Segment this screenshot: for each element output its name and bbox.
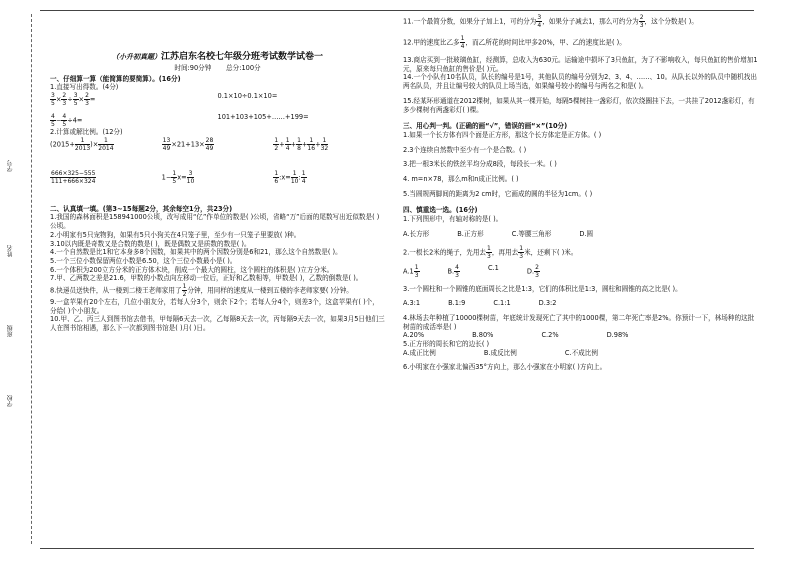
fill-item-1: 1.我国的森林面积是158941000公顷，改写成用“亿”作单位的数是( )公顷，省略“万”后面的尾数写出近似数是( )公顷。 xyxy=(50,213,380,231)
fill-item-4: 4.一个自然数是比1和它本身多8个因数，如果其中的两个因数分别是6和21，那么这个自然数是( )。 xyxy=(50,248,342,257)
choice-4-options xyxy=(403,331,758,340)
exam-title-text: 江苏启东名校七年级分班考试数学试卷一 xyxy=(160,52,323,62)
choice-4-option-a: A.20% xyxy=(403,331,425,340)
choice-5-options xyxy=(403,349,758,358)
choice-5-option-b: B.成反比例 xyxy=(483,348,517,357)
school-label: 学校 xyxy=(7,395,14,407)
fill-item-3: 3.10以内既是奇数又是合数的数是( )，既是偶数又是质数的数是( )。 xyxy=(50,239,251,248)
fill-item-12: 12.甲的速度比乙多 $\frac{1}{4}$ ，而乙所花的时间比甲多20%，甲、乙的速度比是( )。 xyxy=(403,35,626,50)
choice-2-options xyxy=(403,264,758,279)
fill-item-7: 7.甲、乙两数之差是21.6，甲数的小数点向左移动一位后，正好和乙数相等，甲数是( )，乙数的倒数是( )。 xyxy=(50,274,363,283)
exam-tag: （小升初真题） xyxy=(111,53,161,61)
calc-row-c xyxy=(50,137,385,152)
choice-1-option-b: B.正方形 xyxy=(457,229,484,238)
choice-4-option-b: B.80% xyxy=(472,331,494,340)
choice-5-option-a: A.成正比例 xyxy=(403,348,436,357)
calc-d3: $\frac{1}{6}$ :x= $\frac{1}{10}$ : $\frac{1}{4}$ xyxy=(274,169,306,185)
choice-item-3: 3.一个圆柱和一个圆锥的底面周长之比是1:3，它们的体积比是1:3，圆柱和圆锥的高之比是( )。 xyxy=(403,284,682,293)
choice-1-options xyxy=(403,230,758,239)
calc-row-d xyxy=(50,170,385,185)
judge-item-3: 3.把一根3米长的铁丝平均分成8段，每段长一米。( ) xyxy=(403,160,557,169)
section-4-heading: 四、慎重选一选。(16分) xyxy=(403,206,478,215)
calc-a1: $\frac{3}{5}$ × $\frac{2}{3}$ ÷ $\frac{3}{5}$ × $\frac{2}{3}$ = xyxy=(51,91,96,107)
choice-1-option-d: D.圆 xyxy=(579,229,594,238)
binding-margin xyxy=(0,0,40,561)
fill-item-2: 2.小明家有5只宠物狗，如果有5只小狗关在4只笼子里，至少有一只笼子里要放( )种。 xyxy=(50,230,301,239)
judge-item-2: 2.3个连续自然数中至少有一个是合数。( ) xyxy=(403,145,527,154)
bottom-rule xyxy=(40,548,754,549)
choice-2-option-b: B. $\frac{4}{3}$ xyxy=(447,263,459,279)
choice-item-1: 1.下列图形中，有轴对称的是( )。 xyxy=(403,215,503,224)
s1-question-2: 2.计算或解比例。(12分) xyxy=(50,127,123,136)
fill-item-8: 8.快递员送快件，从一楼到二楼王老师家用了 $\frac{1}{2}$ 分钟，用同样的速度从一楼到五楼的李老师家要( )分钟。 xyxy=(50,283,353,299)
calc-c1: (2015+ $\frac{1}{2013}$ )× $\frac{1}{2014}$ xyxy=(50,136,114,152)
calc-c2: $\frac{13}{49}$ ×21+13× $\frac{28}{49}$ xyxy=(162,136,214,152)
choice-item-5: 5.正方形的周长和它的边长( ) xyxy=(403,340,490,349)
calc-c3: $\frac{1}{2}$ + $\frac{1}{4}$ + $\frac{1}{8}$ + $\frac{1}{16}$ + $\frac{1}{32}$ xyxy=(274,136,329,152)
judge-item-1: 1.如果一个长方体有四个面是正方形，那这个长方体定是正方体。( ) xyxy=(403,130,602,139)
choice-3-option-d: D.3:2 xyxy=(538,299,557,308)
fill-item-9: 9.一盒苹果有20个左右，几位小朋友分，若每人分3个，则余下2个；若每人分4个，则差3个，这盒苹果有( )个，分给( )个小朋友。 xyxy=(50,298,379,315)
section-1-heading: 一、仔细算一算（能简算的要简算）。(16分) xyxy=(50,74,181,83)
calc-b1: $\frac{4}{5}$ − $\frac{4}{5}$ ÷4= xyxy=(51,112,83,128)
class-label: 班级 xyxy=(7,325,14,337)
calc-b2: 101+103+105+……+199= xyxy=(217,112,309,121)
choice-1-option-a: A.长方形 xyxy=(403,229,430,238)
calc-row-b xyxy=(50,113,385,128)
choice-2-option-c: C.1 xyxy=(487,263,499,272)
name-label: 姓名 xyxy=(7,245,14,257)
choice-3-option-c: C.1:1 xyxy=(493,299,511,308)
exam-title xyxy=(50,52,385,64)
fill-item-6: 6.一个体积为200立方分米的正方体木块，削成一个最大的圆柱，这个圆柱的体积是( )立方分米。 xyxy=(50,265,334,274)
fill-item-15: 15.经某环形通道在2012棵树，如果从其一棵开始，每隔5棵树挂一盏彩灯，依次绕圈挂下去，一共挂了2012盏彩灯，有多少棵树有两盏彩灯( )棵。 xyxy=(403,96,755,114)
calc-a2: 0.1×10÷0.1×10= xyxy=(217,91,278,100)
choice-4-option-c: C.2% xyxy=(541,331,559,340)
judge-item-4: 4. m=n×78，那么m和n成正比例。( ) xyxy=(403,175,519,184)
judge-item-5: 5.当圆规两脚间的距离为2 cm时，它画成的圆的半径为1cm。( ) xyxy=(403,189,593,198)
choice-item-6: 6.小明家在小强家北偏西35°方向上，那么小强家在小明家( )方向上。 xyxy=(403,363,607,372)
calc-d1: $\frac{666\times 325-555}{111+666\times 324}$ xyxy=(51,169,96,185)
choice-3-option-b: B.1:9 xyxy=(448,299,466,308)
choice-2-option-a: A.1 $\frac{1}{3}$ xyxy=(403,263,419,279)
choice-1-option-c: C.等腰三角形 xyxy=(511,229,552,238)
exam-time: 时间:90分钟 xyxy=(174,63,212,72)
exam-info xyxy=(50,64,385,73)
top-rule xyxy=(40,10,754,11)
choice-3-options xyxy=(403,299,758,308)
fill-item-10: 10.甲、乙、丙三人到图书馆去借书，甲每隔6天去一次，乙每隔8天去一次，丙每隔9天去一次，如果3月5日他们三人在图书馆相遇，那么下一次都到图书馆是( )月( )日。 xyxy=(50,315,385,333)
student-number-label: 学号 xyxy=(7,160,14,172)
choice-item-2: 2.一根长2米的绳子，先用去 $\frac{1}{3}$ ，再用去 $\frac{1}{3}$ 米，还剩下( )米。 xyxy=(403,244,578,260)
fill-item-5: 5.一个三位小数保留两位小数是6.50，这个三位小数最小是( )。 xyxy=(50,256,237,265)
section-2-heading: 二、认真填一填。(第3~15每题2分，其余每空1分，共23分) xyxy=(50,204,233,213)
calc-row-a xyxy=(50,92,385,107)
left-column xyxy=(50,14,385,333)
fill-item-13: 13.商店买到一批玻璃鱼缸，经测算，总收入为630元。运输途中损坏了3只鱼缸，为了不影响收入，每只鱼缸的售价增加1元，原来每只鱼缸的售价是( )元。 xyxy=(403,56,758,73)
exam-score: 总分:100分 xyxy=(226,63,261,72)
choice-4-option-d: D.98% xyxy=(606,331,629,340)
choice-item-4: 4.林场去年种植了10000棵树苗，年底统计发现死亡了其中的1000棵，第二年死亡率是2%。你预计一下，林场种的这批树苗的成活率是( ) xyxy=(403,313,755,331)
choice-2-option-d: D. $\frac{2}{3}$ xyxy=(526,263,539,279)
right-column xyxy=(403,14,758,372)
cut-line xyxy=(31,14,32,544)
fill-item-11: 11.一个最简分数，如果分子加上1，可约分为 $\frac{3}{4}$ ，如果分子减去1，那么可约分为 $\frac{2}{3}$ ，这个分数是( )。 xyxy=(403,14,698,29)
fill-item-14: 14.一个小队有10名队员，队长的编号是1号，其他队员的编号分别为2、3、4、……、10。从队长以外的队员中随机找出两名队员，并且让编号较大的队员上场当选，如果编号较小的编号与两名之和是( )。 xyxy=(403,73,757,91)
calc-d2: 1− $\frac{1}{5}$ x= $\frac{3}{10}$ xyxy=(161,169,195,185)
choice-5-option-c: C.不成比例 xyxy=(564,348,598,357)
choice-3-option-a: A.3:1 xyxy=(403,299,421,308)
s1-question-1: 1.直接写出得数。(4分) xyxy=(50,83,119,92)
section-3-heading: 三、用心判一判。(正确的画“√”，错误的画“×”(10分) xyxy=(403,122,568,131)
